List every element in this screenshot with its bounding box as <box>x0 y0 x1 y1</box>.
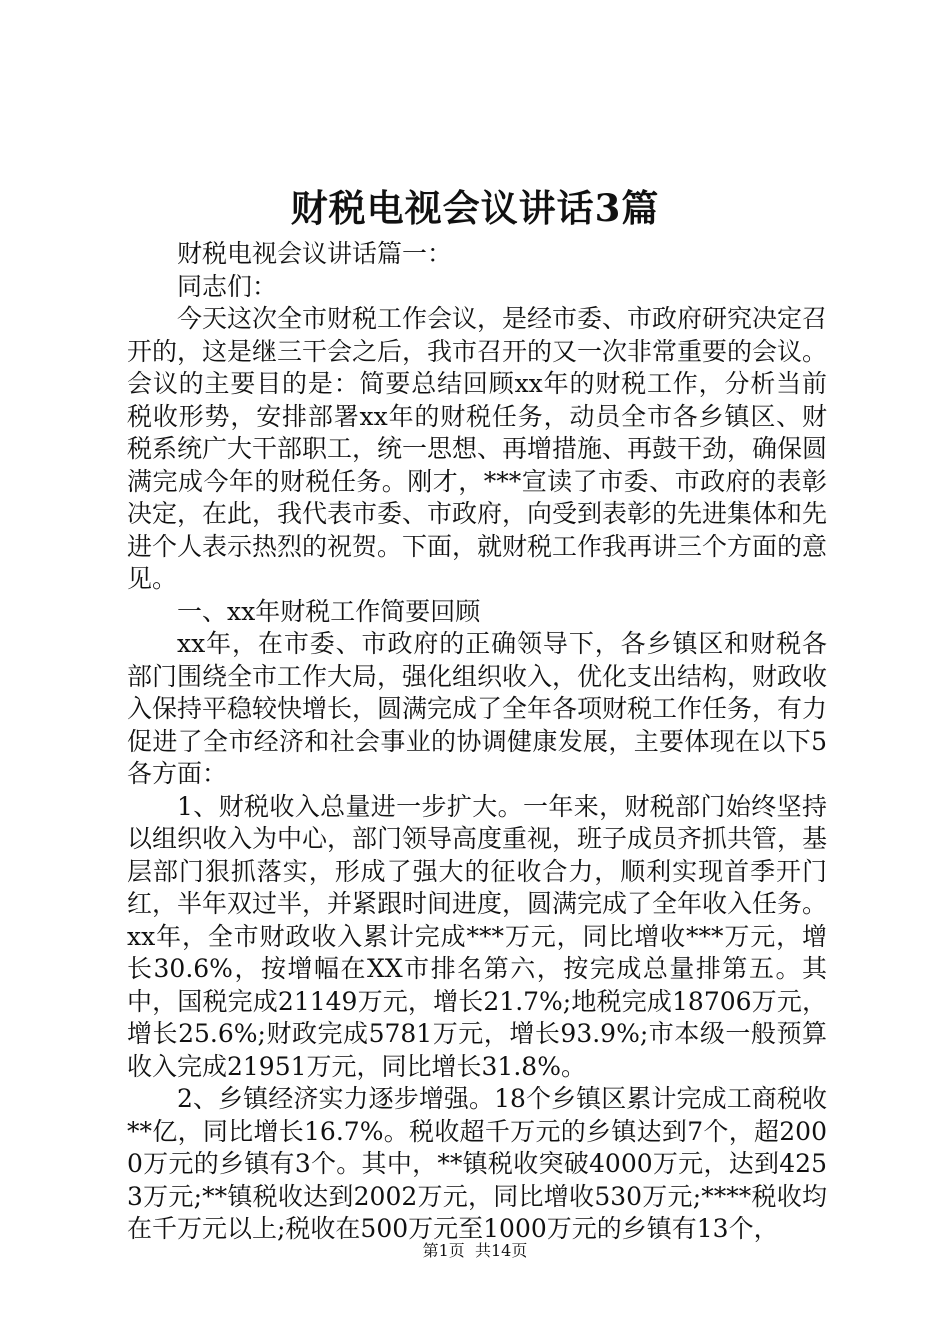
paragraph-review-summary: xx年，在市委、市政府的正确领导下，各乡镇区和财税各部门围绕全市工作大局，强化组织收入，优化支出结构，财政收入保持平稳较快增长，圆满完成了全年各项财税工作任务，有力促进了全市经济和社会事业的协调健康发展，主要体现在以下5各方面： <box>127 629 828 788</box>
page-total: 共14页 <box>474 1241 528 1260</box>
paragraph-section-heading: 财税电视会议讲话篇一： <box>177 239 453 268</box>
paragraph-point-1: 1、财税收入总量进一步扩大。一年来，财税部门始终坚持以组织收入为中心，部门领导高度重视，班子成员齐抓共管，基层部门狠抓落实，形成了强大的征收合力，顺利实现首季开门红，半年双过半，并紧跟时间进度，圆满完成了全年收入任务。xx年，全市财政收入累计完成***万元，同比增收***万元，增长30.6%，按增幅在XX市排名第六，按完成总量排第五。其中，国税完成21149万元，增长21.7%;地税完成18706万元，增长25.6%;财政完成5781万元，增长93.9%;市本级一般预算收入完成21951万元，同比增长31.8%。 <box>127 791 828 1081</box>
document-title: 财税电视会议讲话3篇 <box>290 186 660 230</box>
page-footer <box>0 1240 950 1262</box>
paragraph-review-heading: 一、xx年财税工作简要回顾 <box>177 596 481 626</box>
paragraph-intro: 今天这次全市财税工作会议，是经市委、市政府研究决定召开的，这是继三干会之后，我市召开的又一次非常重要的会议。会议的主要目的是：简要总结回顾xx年的财税工作，分析当前税收形势，安排部署xx年的财税任务，动员全市各乡镇区、财税系统广大干部职工，统一思想、再增措施、再鼓干劲，确保圆满完成今年的财税任务。刚才，***宣读了市委、市政府的表彰决定，在此，我代表市委、市政府，向受到表彰的先进集体和先进个人表示热烈的祝贺。下面，就财税工作我再讲三个方面的意见。 <box>127 304 828 593</box>
paragraph-salutation: 同志们： <box>177 271 278 301</box>
page-number: 第1页 <box>422 1241 465 1260</box>
document-body <box>127 238 827 1246</box>
paragraph-point-2: 2、乡镇经济实力逐步增强。18个乡镇区累计完成工商税收**亿，同比增长16.7%。税收超千万元的乡镇达到7个，超2000万元的乡镇有3个。其中，**镇税收突破4000万元，达到4253万元;**镇税收达到2002万元，同比增收530万元;****税收均在千万元以上;税收在500万元至1000万元的乡镇有13个， <box>127 1084 827 1243</box>
